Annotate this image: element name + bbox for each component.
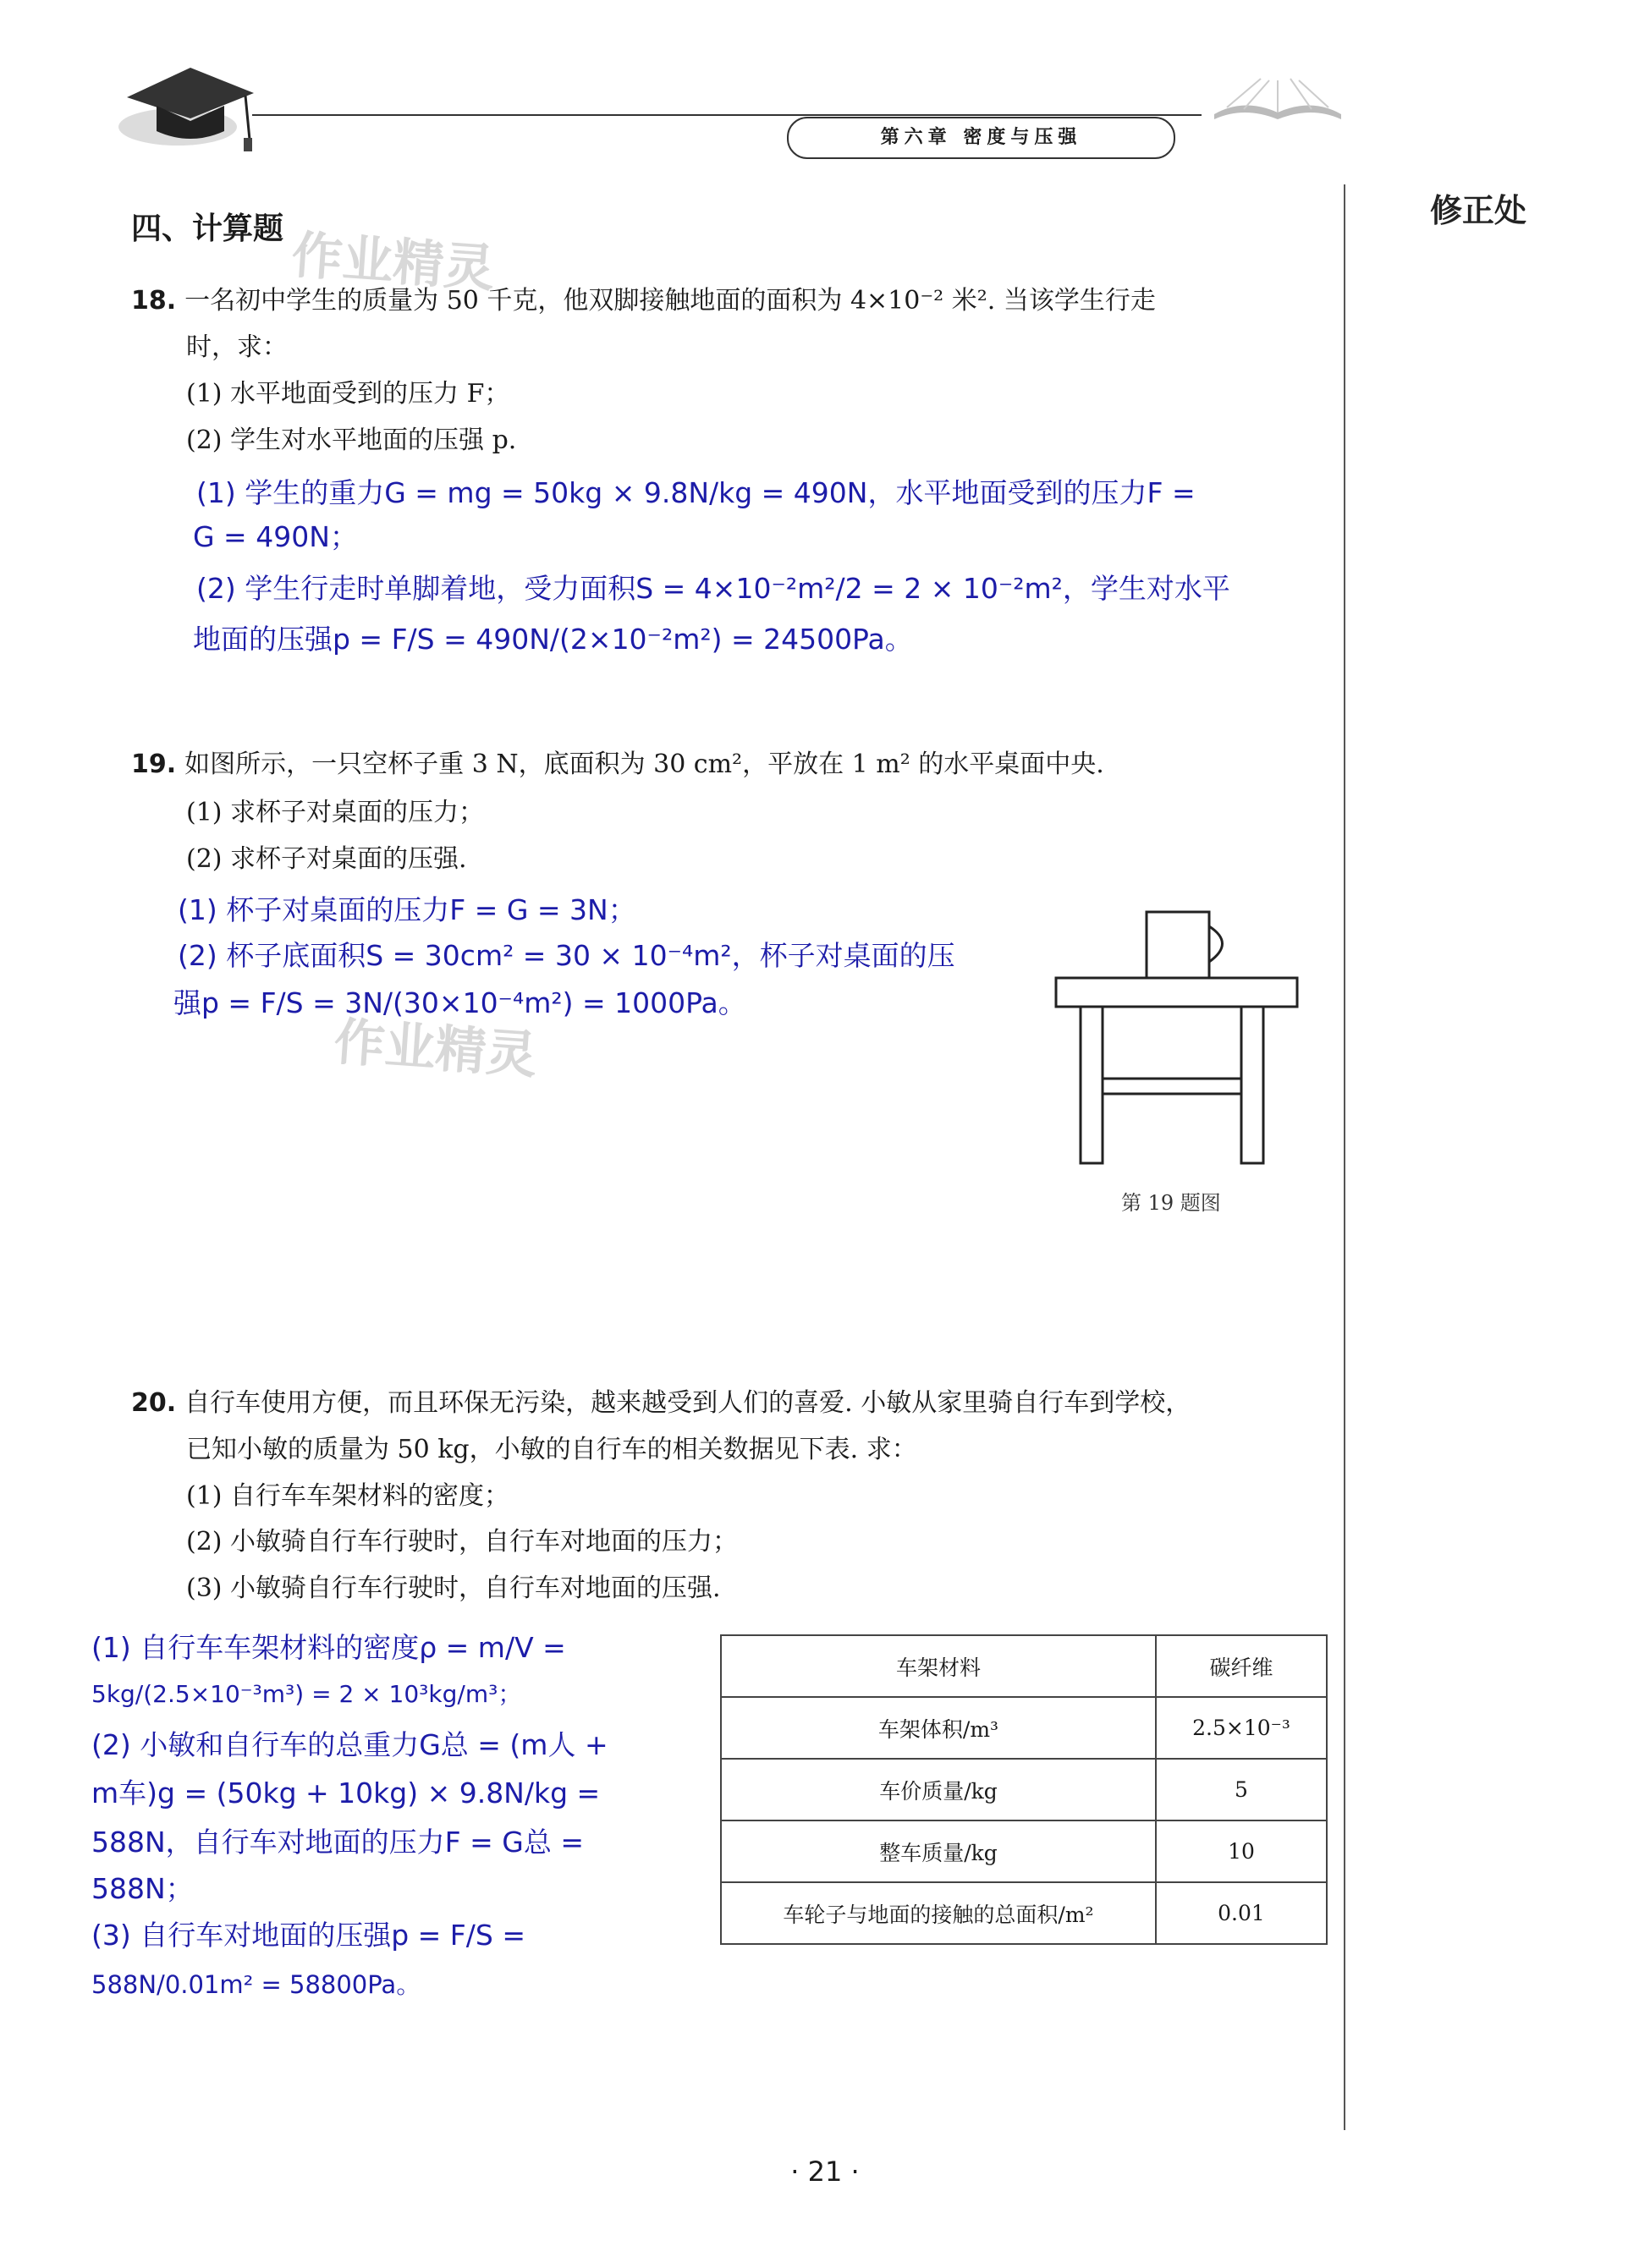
table-row: [721, 1820, 1327, 1882]
table-crossbar: [1103, 1079, 1241, 1094]
q19-answer-line1: (1) 杯子对桌面的压力F = G = 3N；: [178, 893, 636, 926]
q20-answer-line5: 588N，自行车对地面的压力F = G总 =: [91, 1826, 584, 1859]
q18-line2: 时，求：: [186, 332, 288, 362]
table-cell: 车价质量/kg: [721, 1759, 1156, 1820]
section-title: 四、计算题: [131, 211, 284, 246]
table-cell: 车架体积/m³: [721, 1697, 1156, 1759]
q20-answer-line8: 588N/0.01m² = 58800Pa。: [91, 1970, 421, 1999]
table-row: [721, 1635, 1327, 1697]
watermark: 作业精灵: [289, 225, 497, 299]
q19-answer-line2: (2) 杯子底面积S = 30cm² = 30 × 10⁻⁴m²，杯子对桌面的压: [178, 939, 955, 972]
q20-answer-line7: (3) 自行车对地面的压强p = F/S =: [91, 1919, 525, 1952]
q18-line1: [131, 279, 1156, 323]
watermark-2: 作业精灵: [332, 1012, 539, 1086]
table-cell: 车架材料: [721, 1635, 1156, 1697]
q18-stem: 一名初中学生的质量为 50 千克，他双脚接触地面的面积为 4×10⁻² 米². 当该学生行走: [184, 286, 1156, 316]
table-with-cup-figure: [1053, 909, 1307, 1172]
q20-part2: (2) 小敏骑自行车行驶时，自行车对地面的压力；: [186, 1527, 739, 1557]
q18-answer-line1: (1) 学生的重力G = mg = 50kg × 9.8N/kg = 490N，水平地面受到的压力F =: [196, 476, 1196, 509]
open-book-icon: [1210, 72, 1345, 123]
q18-answer-line2: G = 490N；: [193, 520, 358, 553]
q20-answer-line2: 5kg/(2.5×10⁻³m³) = 2 × 10³kg/m³；: [91, 1680, 522, 1708]
q20-line1: [131, 1381, 1191, 1425]
table-cell: 5: [1156, 1759, 1327, 1820]
table-cell: 2.5×10⁻³: [1156, 1697, 1327, 1759]
table-row: [721, 1759, 1327, 1820]
table-cell: 10: [1156, 1820, 1327, 1882]
q19-stem: 如图所示，一只空杯子重 3 N，底面积为 30 cm²，平放在 1 m² 的水平桌面中央.: [184, 750, 1104, 779]
table-cell: 碳纤维: [1156, 1635, 1327, 1697]
q18-number: 18.: [131, 286, 177, 316]
table-leg-right: [1241, 1007, 1263, 1163]
correction-column-title: 修正处: [1430, 192, 1527, 229]
header-rule: [252, 114, 1202, 116]
q19-part1: (1) 求杯子对桌面的压力；: [186, 798, 485, 827]
q20-answer-line3: (2) 小敏和自行车的总重力G总 = (m人 +: [91, 1728, 608, 1761]
q18-answer-line4: 地面的压强p = F/S = 490N/(2×10⁻²m²) = 24500Pa。: [193, 623, 913, 656]
table-cell: 车轮子与地面的接触的总面积/m²: [721, 1882, 1156, 1944]
q20-answer-line6: 588N；: [91, 1872, 194, 1905]
q19-line1: [131, 743, 1104, 787]
bicycle-data-table: [720, 1634, 1328, 1945]
q20-answer-line4: m车)g = (50kg + 10kg) × 9.8N/kg =: [91, 1777, 601, 1809]
q20-stem: 自行车使用方便，而且环保无污染，越来越受到人们的喜爱. 小敏从家里骑自行车到学校，: [184, 1388, 1191, 1418]
q18-part2: (2) 学生对水平地面的压强 p.: [186, 426, 517, 455]
graduation-cap-icon: [110, 47, 258, 157]
table-row: [721, 1697, 1327, 1759]
cup-handle: [1209, 926, 1223, 962]
table-cell: 整车质量/kg: [721, 1820, 1156, 1882]
q20-part3: (3) 小敏骑自行车行驶时，自行车对地面的压强.: [186, 1573, 721, 1603]
q20-answer-line1: (1) 自行车车架材料的密度ρ = m/V =: [91, 1631, 566, 1664]
q20-part1: (1) 自行车车架材料的密度；: [186, 1481, 510, 1511]
side-column-rule: [1344, 184, 1345, 2130]
table-row: [721, 1882, 1327, 1944]
chapter-label: 第六章 密度与压强: [787, 117, 1175, 159]
q19-answer-line3: 强p = F/S = 3N/(30×10⁻⁴m²) = 1000Pa。: [173, 986, 746, 1019]
table-cell: 0.01: [1156, 1882, 1327, 1944]
q19-number: 19.: [131, 750, 177, 779]
q20-number: 20.: [131, 1388, 177, 1418]
table-top: [1056, 978, 1297, 1007]
figure-caption: 第 19 题图: [1121, 1191, 1221, 1215]
cup-body: [1147, 912, 1209, 978]
page-number: · 21 ·: [790, 2155, 860, 2188]
q20-line2: 已知小敏的质量为 50 kg，小敏的自行车的相关数据见下表. 求：: [186, 1435, 917, 1464]
q18-answer-line3: (2) 学生行走时单脚着地，受力面积S = 4×10⁻²m²/2 = 2 × 10⁻²m²，学生对水平: [196, 572, 1230, 605]
table-leg-left: [1081, 1007, 1103, 1163]
q18-part1: (1) 水平地面受到的压力 F；: [186, 379, 510, 409]
q19-part2: (2) 求杯子对桌面的压强.: [186, 844, 467, 874]
